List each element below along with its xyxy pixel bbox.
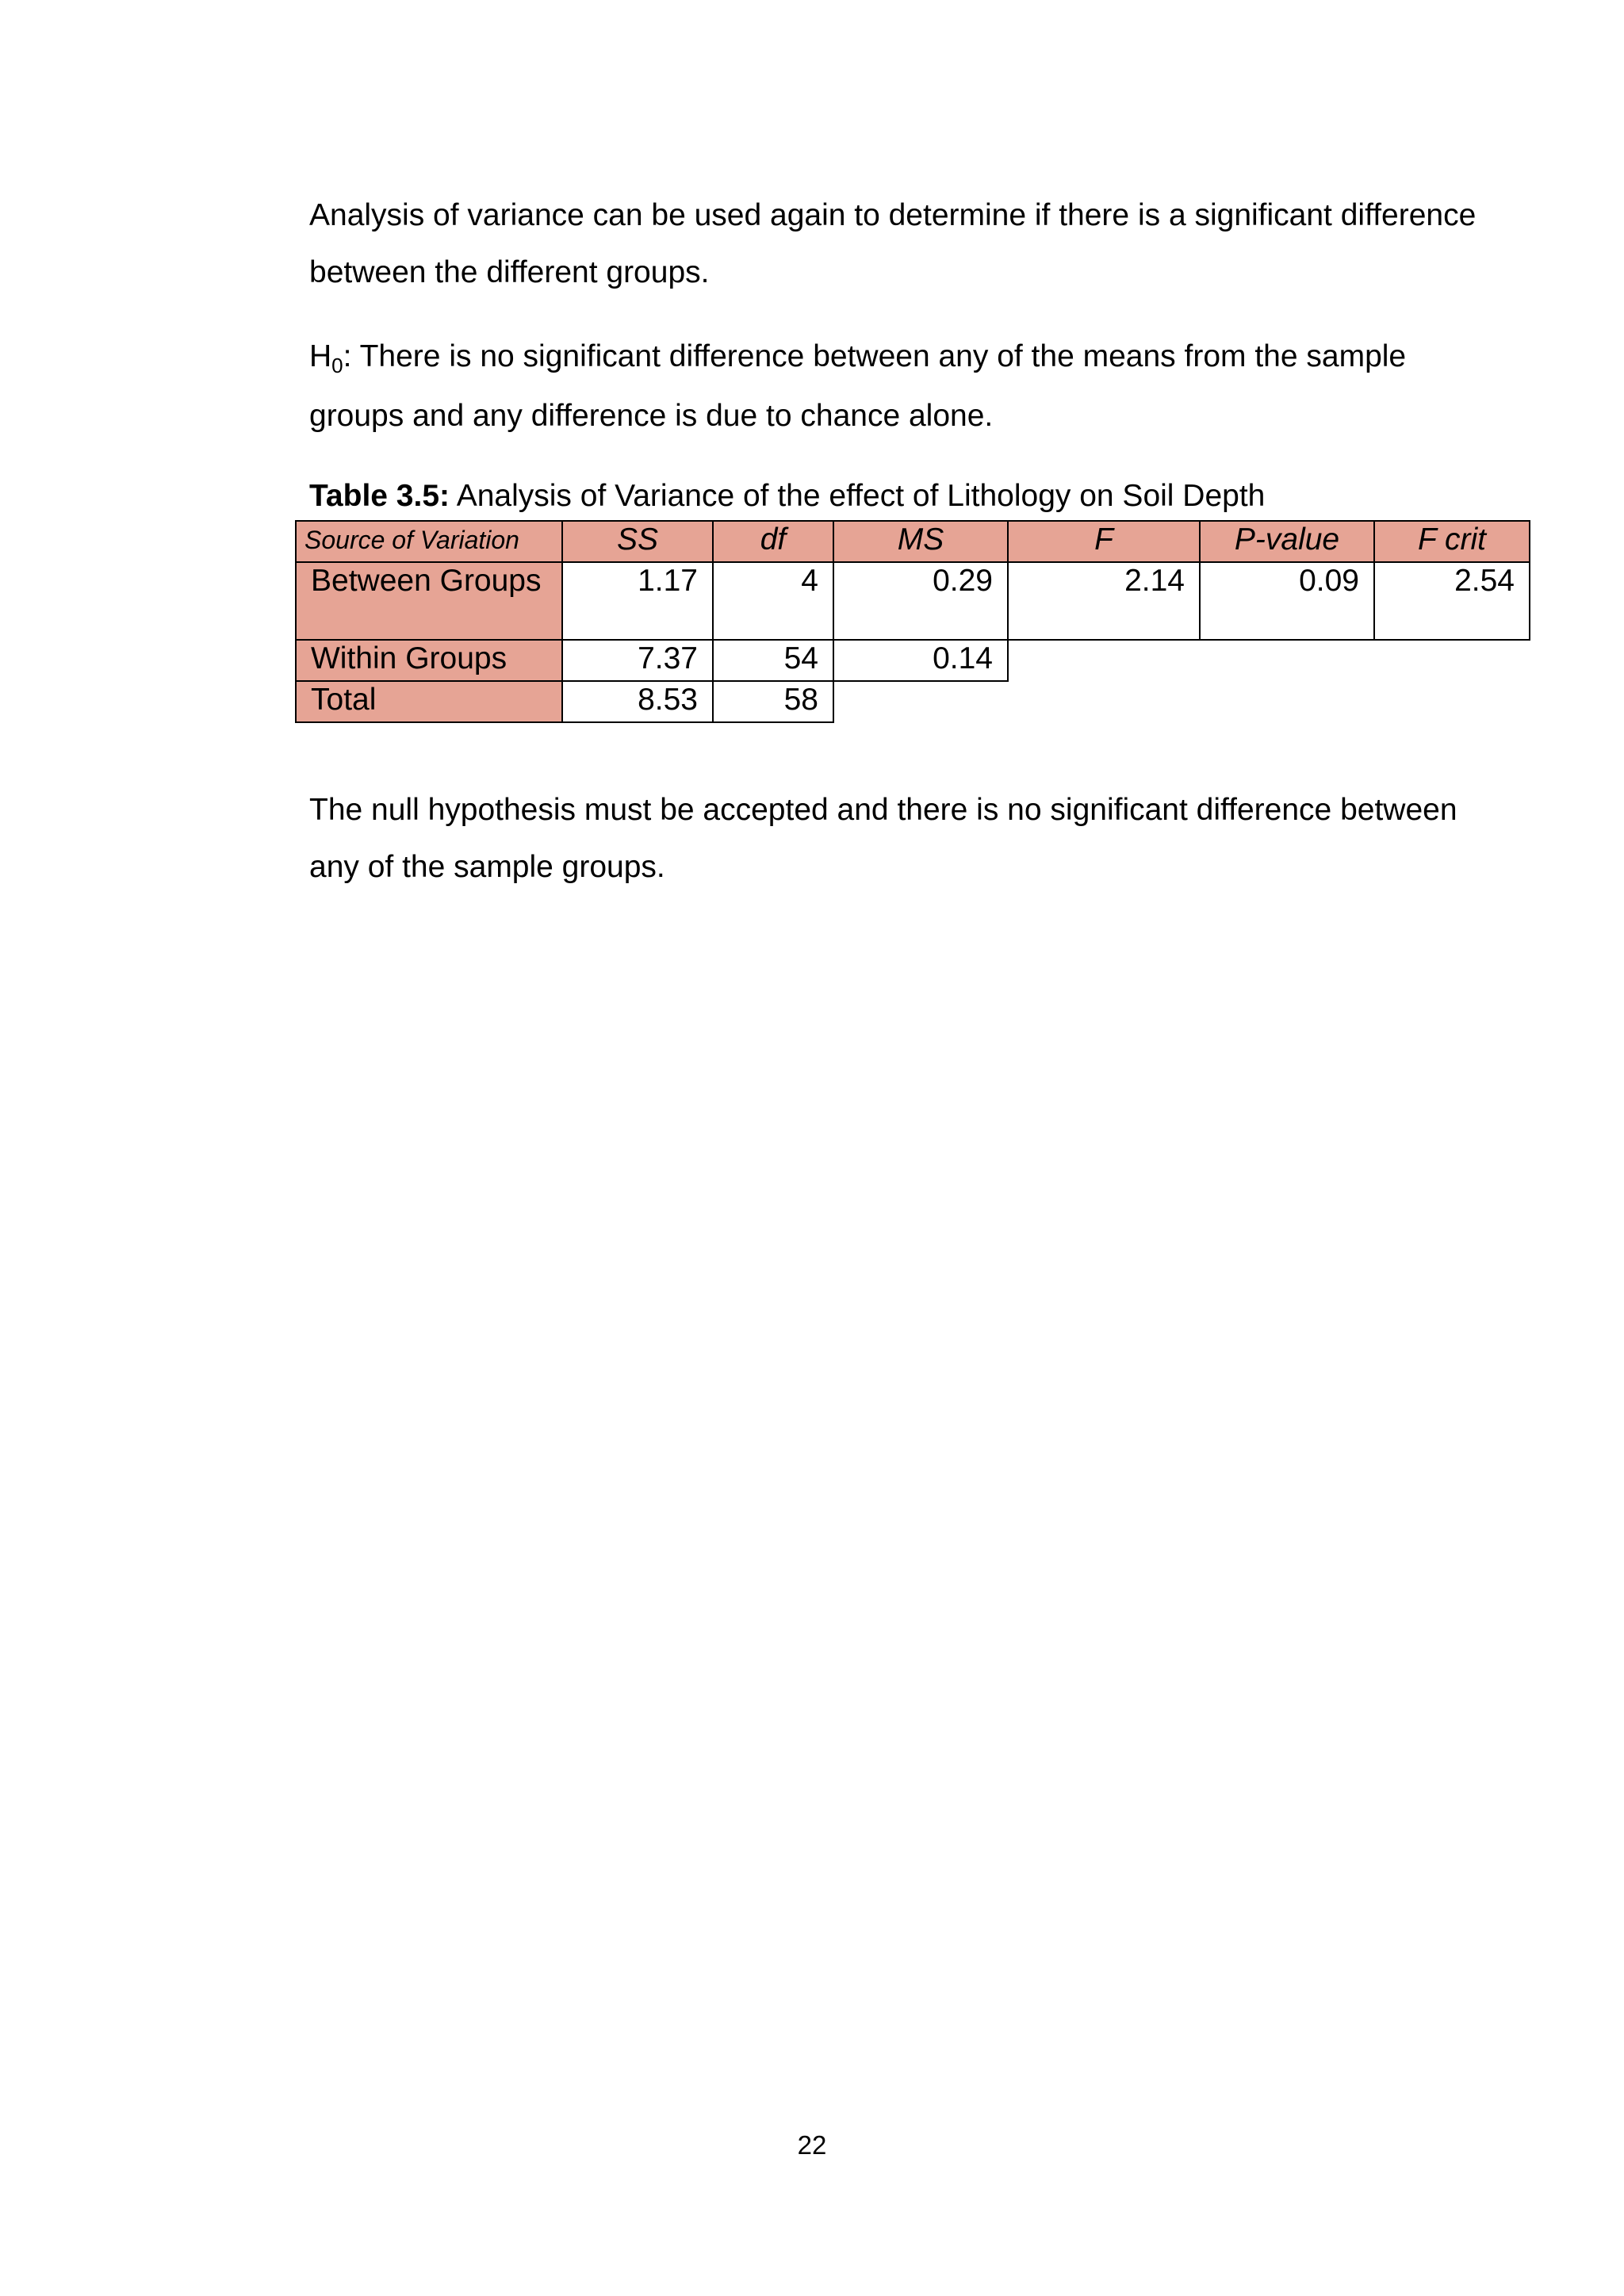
row-source: Total [296,681,562,722]
row-source: Between Groups [296,562,562,640]
page-number: 22 [797,2130,827,2160]
table-caption [309,474,1265,519]
empty-cell [1008,640,1530,681]
header-df: df [713,521,833,562]
cell-ms: 0.14 [833,640,1008,681]
table-row [296,640,1530,681]
cell-f-crit: 2.54 [1374,562,1530,640]
cell-ss: 1.17 [562,562,713,640]
cell-df: 58 [713,681,833,722]
table-row [296,681,1530,722]
row-source: Within Groups [296,640,562,681]
empty-cell [833,681,1530,722]
cell-ss: 8.53 [562,681,713,722]
hypothesis-text: : There is no significant difference between any of the means from the sample groups and any difference is due to chance alone. [309,339,1407,433]
null-hypothesis-paragraph [309,328,1483,445]
header-ss: SS [562,521,713,562]
table-caption-text: Analysis of Variance of the effect of Lithology on Soil Depth [450,479,1266,513]
cell-f: 2.14 [1008,562,1200,640]
cell-ss: 7.37 [562,640,713,681]
header-ms: MS [833,521,1008,562]
cell-p-value: 0.09 [1200,562,1374,640]
table-caption-label: Table 3.5: [309,479,450,513]
header-f: F [1008,521,1200,562]
conclusion-paragraph: The null hypothesis must be accepted and there is no significant difference between any of the sample groups. [309,793,1457,884]
header-p-value: P-value [1200,521,1374,562]
anova-table [295,520,1530,723]
header-f-crit: F crit [1374,521,1530,562]
cell-df: 54 [713,640,833,681]
intro-paragraph: Analysis of variance can be used again to determine if there is a significant difference between the different groups. [309,198,1477,289]
hypothesis-symbol: H [309,339,332,373]
cell-df: 4 [713,562,833,640]
header-source-of-variation: Source of Variation [296,521,562,562]
table-header-row [296,521,1530,562]
table-row [296,562,1530,640]
hypothesis-subscript: 0 [331,354,343,377]
cell-ms: 0.29 [833,562,1008,640]
